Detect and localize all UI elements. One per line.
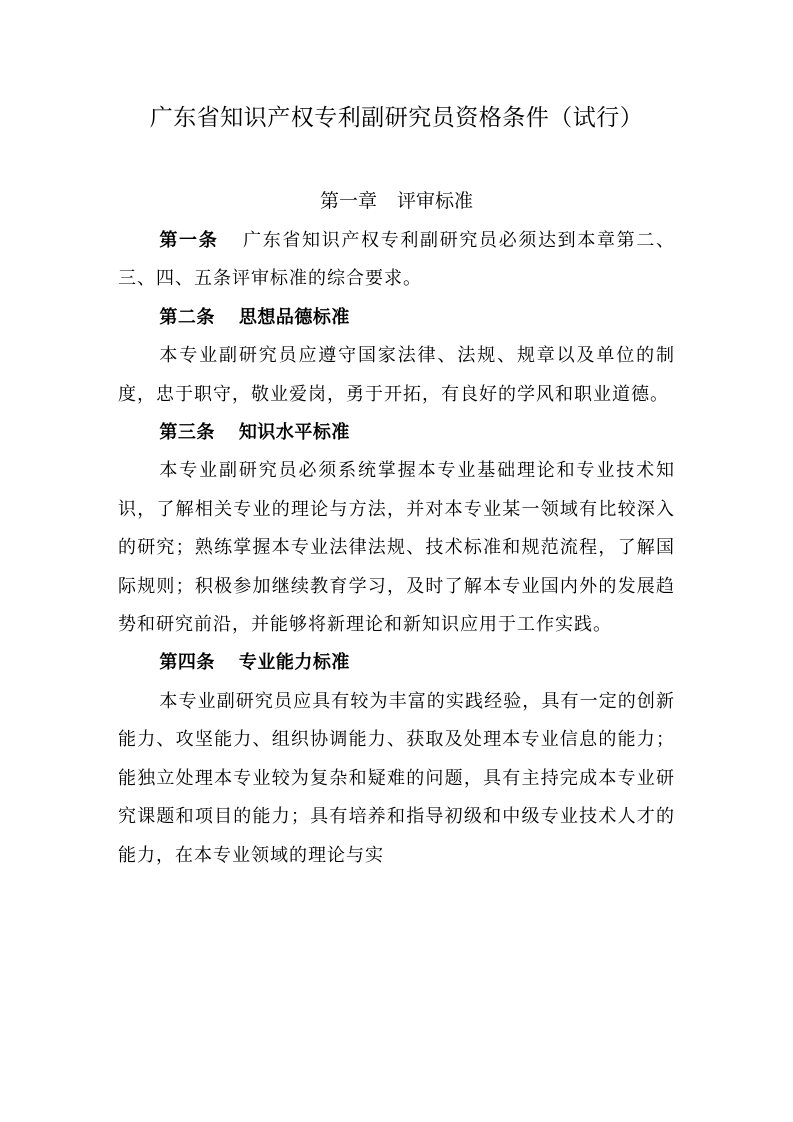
- article-3-title: 知识水平标准: [238, 422, 350, 444]
- article-1-label: 第一条: [159, 230, 219, 251]
- article-4-label: 第四条: [159, 652, 215, 674]
- article-2-label: 第二条: [159, 306, 215, 328]
- article-1-paragraph: [118, 222, 675, 299]
- document-body: [118, 222, 675, 875]
- article-1-text: 广东省知识产权专利副研究员必须达到本章第二、三、四、五条评审标准的综合要求。: [118, 230, 676, 290]
- article-3-text: 本专业副研究员必须系统掌握本专业基础理论和专业技术知识，了解相关专业的理论与方法，并对本专业某一领域有比较深入的研究；熟练掌握本专业法律法规、技术标准和规范流程，了解国际规则；积极参加继续教育学习，及时了解本专业国内外的发展趋势和研究前沿，并能够将新理论和新知识应用于工作实践。: [118, 460, 675, 636]
- article-2-heading: [118, 299, 675, 337]
- article-3-heading: [118, 414, 675, 452]
- article-2-text: 本专业副研究员应遵守国家法律、法规、规章以及单位的制度，忠于职守，敬业爱岗，勇于开拓，有良好的学风和职业道德。: [118, 345, 675, 405]
- article-4-text: 本专业副研究员应具有较为丰富的实践经验，具有一定的创新能力、攻坚能力、组织协调能力、获取及处理本专业信息的能力；能独立处理本专业较为复杂和疑难的问题，具有主持完成本专业研究课题和项目的能力；具有培养和指导初级和中级专业技术人才的能力，在本专业领域的理论与实: [118, 690, 675, 866]
- document-title: 广东省知识产权专利副研究员资格条件（试行）: [149, 105, 644, 131]
- article-3-label: 第三条: [159, 422, 215, 444]
- article-2-title: 思想品德标准: [238, 306, 350, 328]
- article-4-heading: [118, 644, 675, 682]
- article-4-title: 专业能力标准: [238, 652, 350, 674]
- chapter-name: 评审标准: [397, 190, 474, 212]
- chapter-heading: [60, 181, 733, 221]
- chapter-number: 第一章: [319, 190, 377, 212]
